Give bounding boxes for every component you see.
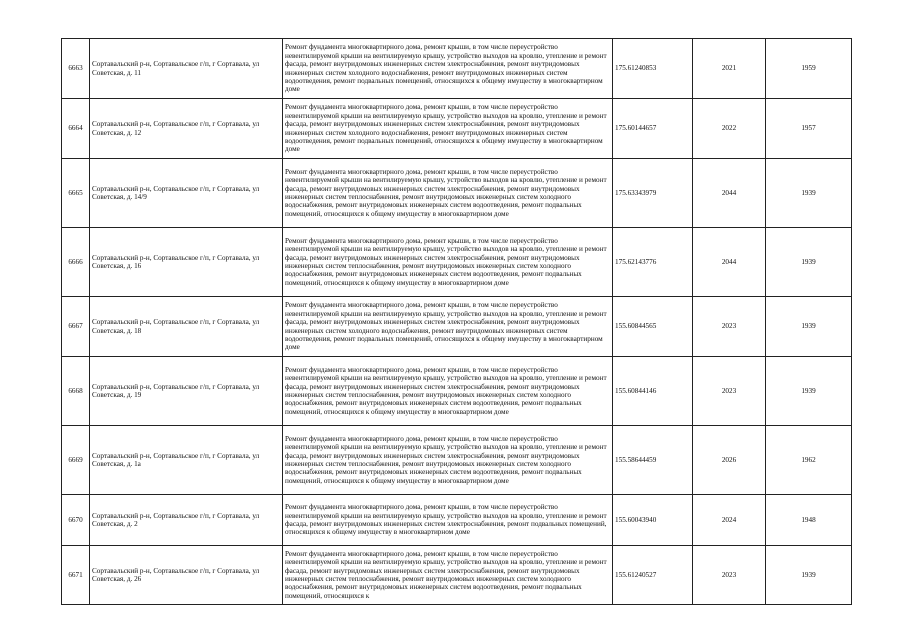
cost-cell: 155.60844565 (613, 297, 693, 357)
row-number-cell: 6665 (62, 159, 90, 228)
address-cell: Сортавальский р-н, Сортавальское г/п, г Сортавала, ул Советская, д. 19 (90, 357, 283, 426)
document-page (61, 38, 851, 605)
works-description-cell: Ремонт фундамента многоквартирного дома, ремонт крыши, в том числе переустройство невентилируемой крыши на вентилируемую крышу, устройство выходов на кровлю, утепление и ремонт фасада, ремонт внутридомовых инженерных систем электроснабжения, ремонт внутридомовых инженерных систем холодного водоснабжения, ремонт внутридомовых инженерных систем водоотведения, ремонт подвальных помещений, относящихся к общему имуществу в многоквартирном доме (283, 99, 613, 159)
planned-year-cell: 2022 (693, 99, 766, 159)
address-cell: Сортавальский р-н, Сортавальское г/п, г Сортавала, ул Советская, д. 11 (90, 39, 283, 99)
table-row (62, 426, 852, 495)
table-row (62, 495, 852, 546)
cost-cell: 175.62143776 (613, 228, 693, 297)
works-description-cell: Ремонт фундамента многоквартирного дома, ремонт крыши, в том числе переустройство невентилируемой крыши на вентилируемую крышу, устройство выходов на кровлю, утепление и ремонт фасада, ремонт внутридомовых инженерных систем электроснабжения, ремонт внутридомовых инженерных систем теплоснабжения, ремонт внутридомовых инженерных систем холодного водоснабжения, ремонт внутридомовых инженерных систем водоотведения, ремонт подвальных помещений, относящихся к общему имуществу в многоквартирном доме (283, 426, 613, 495)
repair-registry-table (61, 38, 852, 605)
works-description-cell: Ремонт фундамента многоквартирного дома, ремонт крыши, в том числе переустройство невентилируемой крыши на вентилируемую крышу, устройство выходов на кровлю, утепление и ремонт фасада, ремонт внутридомовых инженерных систем электроснабжения, ремонт внутридомовых инженерных систем теплоснабжения, ремонт внутридомовых инженерных систем холодного водоснабжения, ремонт внутридомовых инженерных систем водоотведения, ремонт подвальных помещений, относящихся к (283, 546, 613, 605)
row-number-cell: 6664 (62, 99, 90, 159)
cost-cell: 155.60043940 (613, 495, 693, 546)
works-description-cell: Ремонт фундамента многоквартирного дома, ремонт крыши, в том числе переустройство невентилируемой крыши на вентилируемую крышу, устройство выходов на кровлю, утепление и ремонт фасада, ремонт внутридомовых инженерных систем электроснабжения, ремонт внутридомовых инженерных систем теплоснабжения, ремонт внутридомовых инженерных систем холодного водоснабжения, ремонт внутридомовых инженерных систем водоотведения, ремонт подвальных помещений, относящихся к общему имуществу в многоквартирном доме (283, 357, 613, 426)
cost-cell: 155.60844146 (613, 357, 693, 426)
planned-year-cell: 2023 (693, 546, 766, 605)
table-row (62, 39, 852, 99)
row-number-cell: 6669 (62, 426, 90, 495)
row-number-cell: 6668 (62, 357, 90, 426)
cost-cell: 175.61240853 (613, 39, 693, 99)
planned-year-cell: 2044 (693, 228, 766, 297)
cost-cell: 175.60144657 (613, 99, 693, 159)
address-cell: Сортавальский р-н, Сортавальское г/п, г Сортавала, ул Советская, д. 2 (90, 495, 283, 546)
works-description-cell: Ремонт фундамента многоквартирного дома, ремонт крыши, в том числе переустройство невентилируемой крыши на вентилируемую крышу, устройство выходов на кровлю, утепление и ремонт фасада, ремонт внутридомовых инженерных систем электроснабжения, ремонт внутридомовых инженерных систем холодного водоснабжения, ремонт внутридомовых инженерных систем водоотведения, ремонт подвальных помещений, относящихся к общему имуществу в многоквартирном доме (283, 297, 613, 357)
built-year-cell: 1939 (766, 357, 852, 426)
built-year-cell: 1962 (766, 426, 852, 495)
works-description-cell: Ремонт фундамента многоквартирного дома, ремонт крыши, в том числе переустройство невентилируемой крыши на вентилируемую крышу, устройство выходов на кровлю, утепление и ремонт фасада, ремонт внутридомовых инженерных систем электроснабжения, ремонт внутридомовых инженерных систем теплоснабжения, ремонт внутридомовых инженерных систем холодного водоснабжения, ремонт внутридомовых инженерных систем водоотведения, ремонт подвальных помещений, относящихся к общему имуществу в многоквартирном доме (283, 228, 613, 297)
row-number-cell: 6667 (62, 297, 90, 357)
table-body (62, 39, 852, 605)
row-number-cell: 6666 (62, 228, 90, 297)
works-description-cell: Ремонт фундамента многоквартирного дома, ремонт крыши, в том числе переустройство невентилируемой крыши на вентилируемую крышу, устройство выходов на кровлю, утепление и ремонт фасада, ремонт внутридомовых инженерных систем электроснабжения, ремонт подвальных помещений, относящихся к общему имуществу в многоквартирном доме (283, 495, 613, 546)
planned-year-cell: 2044 (693, 159, 766, 228)
built-year-cell: 1939 (766, 159, 852, 228)
planned-year-cell: 2026 (693, 426, 766, 495)
row-number-cell: 6670 (62, 495, 90, 546)
table-row (62, 159, 852, 228)
table-row (62, 357, 852, 426)
table-row (62, 228, 852, 297)
built-year-cell: 1939 (766, 546, 852, 605)
address-cell: Сортавальский р-н, Сортавальское г/п, г Сортавала, ул Советская, д. 16 (90, 228, 283, 297)
works-description-cell: Ремонт фундамента многоквартирного дома, ремонт крыши, в том числе переустройство невентилируемой крыши на вентилируемую крышу, устройство выходов на кровлю, утепление и ремонт фасада, ремонт внутридомовых инженерных систем электроснабжения, ремонт внутридомовых инженерных систем холодного водоснабжения, ремонт внутридомовых инженерных систем водоотведения, ремонт подвальных помещений, относящихся к общему имуществу в многоквартирном доме (283, 39, 613, 99)
works-description-cell: Ремонт фундамента многоквартирного дома, ремонт крыши, в том числе переустройство невентилируемой крыши на вентилируемую крышу, устройство выходов на кровлю, утепление и ремонт фасада, ремонт внутридомовых инженерных систем электроснабжения, ремонт внутридомовых инженерных систем теплоснабжения, ремонт внутридомовых инженерных систем холодного водоснабжения, ремонт внутридомовых инженерных систем водоотведения, ремонт подвальных помещений, относящихся к общему имуществу в многоквартирном доме (283, 159, 613, 228)
planned-year-cell: 2024 (693, 495, 766, 546)
built-year-cell: 1948 (766, 495, 852, 546)
cost-cell: 155.58644459 (613, 426, 693, 495)
table-row (62, 297, 852, 357)
table-row (62, 99, 852, 159)
address-cell: Сортавальский р-н, Сортавальское г/п, г Сортавала, ул Советская, д. 26 (90, 546, 283, 605)
planned-year-cell: 2021 (693, 39, 766, 99)
address-cell: Сортавальский р-н, Сортавальское г/п, г Сортавала, ул Советская, д. 1а (90, 426, 283, 495)
built-year-cell: 1959 (766, 39, 852, 99)
address-cell: Сортавальский р-н, Сортавальское г/п, г Сортавала, ул Советская, д. 18 (90, 297, 283, 357)
cost-cell: 155.61240527 (613, 546, 693, 605)
address-cell: Сортавальский р-н, Сортавальское г/п, г Сортавала, ул Советская, д. 12 (90, 99, 283, 159)
address-cell: Сортавальский р-н, Сортавальское г/п, г Сортавала, ул Советская, д. 14/9 (90, 159, 283, 228)
row-number-cell: 6671 (62, 546, 90, 605)
planned-year-cell: 2023 (693, 357, 766, 426)
planned-year-cell: 2023 (693, 297, 766, 357)
row-number-cell: 6663 (62, 39, 90, 99)
built-year-cell: 1939 (766, 297, 852, 357)
table-row (62, 546, 852, 605)
cost-cell: 175.63343979 (613, 159, 693, 228)
built-year-cell: 1939 (766, 228, 852, 297)
built-year-cell: 1957 (766, 99, 852, 159)
